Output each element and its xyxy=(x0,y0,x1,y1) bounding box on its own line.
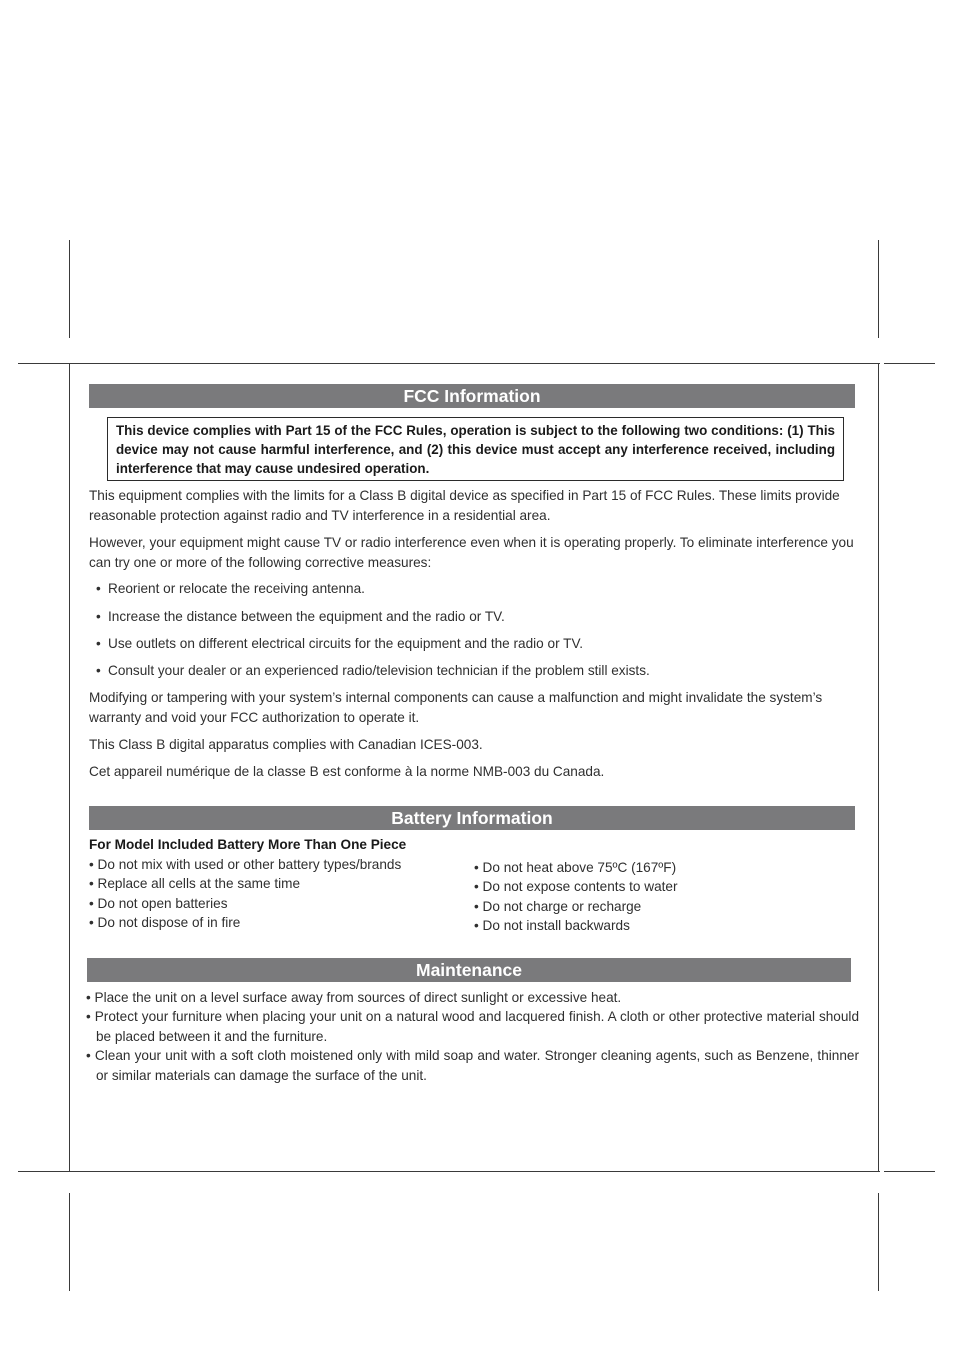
battery-list-left xyxy=(89,855,401,932)
maintenance-item: • Place the unit on a level surface away from sources of direct sunlight or excessive heat. xyxy=(86,990,622,1005)
crop-mark-top-left xyxy=(69,240,70,338)
battery-subheading: For Model Included Battery More Than One Piece xyxy=(89,837,407,852)
trim-line-top-right xyxy=(884,363,935,364)
crop-mark-bottom-right xyxy=(878,1193,879,1291)
battery-warning: • Replace all cells at the same time xyxy=(89,876,301,892)
fcc-paragraph-limits: This equipment complies with the limits for a Class B digital device as specified in Part 15 of FCC Rules. These limits provide reasonable protection against radio and TV interference in a residential area. xyxy=(89,488,840,523)
fcc-measure-item: • Increase the distance between the equipment and the radio or TV. xyxy=(96,609,505,624)
battery-warning: • Do not charge or recharge xyxy=(474,898,642,914)
crop-mark-bottom-left xyxy=(69,1193,70,1291)
fcc-paragraph-modification: Modifying or tampering with your system’s internal components can cause a malfunction and might invalidate the system’s warranty and void your FCC authorization to operate it. xyxy=(89,690,823,725)
fcc-paragraph-ices: This Class B digital apparatus complies with Canadian ICES-003. xyxy=(89,737,483,752)
battery-list-right xyxy=(474,858,678,935)
fcc-measure-item: • Reorient or relocate the receiving antenna. xyxy=(96,581,365,596)
fcc-measure-text: Use outlets on different electrical circuits for the equipment and the radio or TV. xyxy=(108,636,584,651)
battery-warning: • Do not mix with used or other battery types/brands xyxy=(89,857,402,872)
maintenance-section-header: Maintenance xyxy=(87,958,851,982)
battery-warning: • Do not open batteries xyxy=(89,895,228,911)
fcc-compliance-notice: This device complies with Part 15 of the FCC Rules, operation is subject to the following two conditions: (1) This device may not cause harmful interference, and (2) this device must accept any interference received, including interference that may cause undesired operation. xyxy=(107,417,844,481)
fcc-measure-text: Consult your dealer or an experienced radio/television technician if the problem still exists. xyxy=(108,663,650,678)
trim-line-bottom-right xyxy=(884,1171,935,1172)
maintenance-item: • Clean your unit with a soft cloth moistened only with mild soap and water. Stronger cleaning agents, such as Benzene, thinner or similar materials can damage the surface of the unit. xyxy=(86,1048,859,1083)
fcc-measure-text: Reorient or relocate the receiving antenna. xyxy=(108,581,365,596)
frame-right-edge xyxy=(878,363,879,1172)
fcc-measure-text: Increase the distance between the equipment and the radio or TV. xyxy=(108,609,505,624)
frame-left-edge xyxy=(69,363,70,1172)
trim-line-top-left xyxy=(18,363,880,364)
maintenance-item: • Protect your furniture when placing your unit on a natural wood and lacquered finish. A cloth or other protective material should be placed between it and the furniture. xyxy=(86,1009,859,1044)
fcc-paragraph-interference: However, your equipment might cause TV or radio interference even when it is operating properly. To eliminate interference you can try one or more of the following corrective measures: xyxy=(89,535,854,570)
trim-line-bottom-left xyxy=(18,1171,880,1172)
crop-mark-top-right xyxy=(878,240,879,338)
fcc-measure-item: • Consult your dealer or an experienced radio/television technician if the problem still exists. xyxy=(96,663,650,678)
battery-warning: • Do not install backwards xyxy=(474,917,630,933)
fcc-section-header: FCC Information xyxy=(89,384,855,408)
battery-section-header: Battery Information xyxy=(89,806,855,830)
battery-warning: • Do not expose contents to water xyxy=(474,879,678,895)
battery-warning: • Do not dispose of in fire xyxy=(89,914,241,930)
fcc-measure-item: • Use outlets on different electrical circuits for the equipment and the radio or TV. xyxy=(96,636,584,651)
fcc-paragraph-nmb: Cet appareil numérique de la classe B est conforme à la norme NMB-003 du Canada. xyxy=(89,764,605,779)
battery-warning: • Do not heat above 75ºC (167ºF) xyxy=(474,860,677,875)
